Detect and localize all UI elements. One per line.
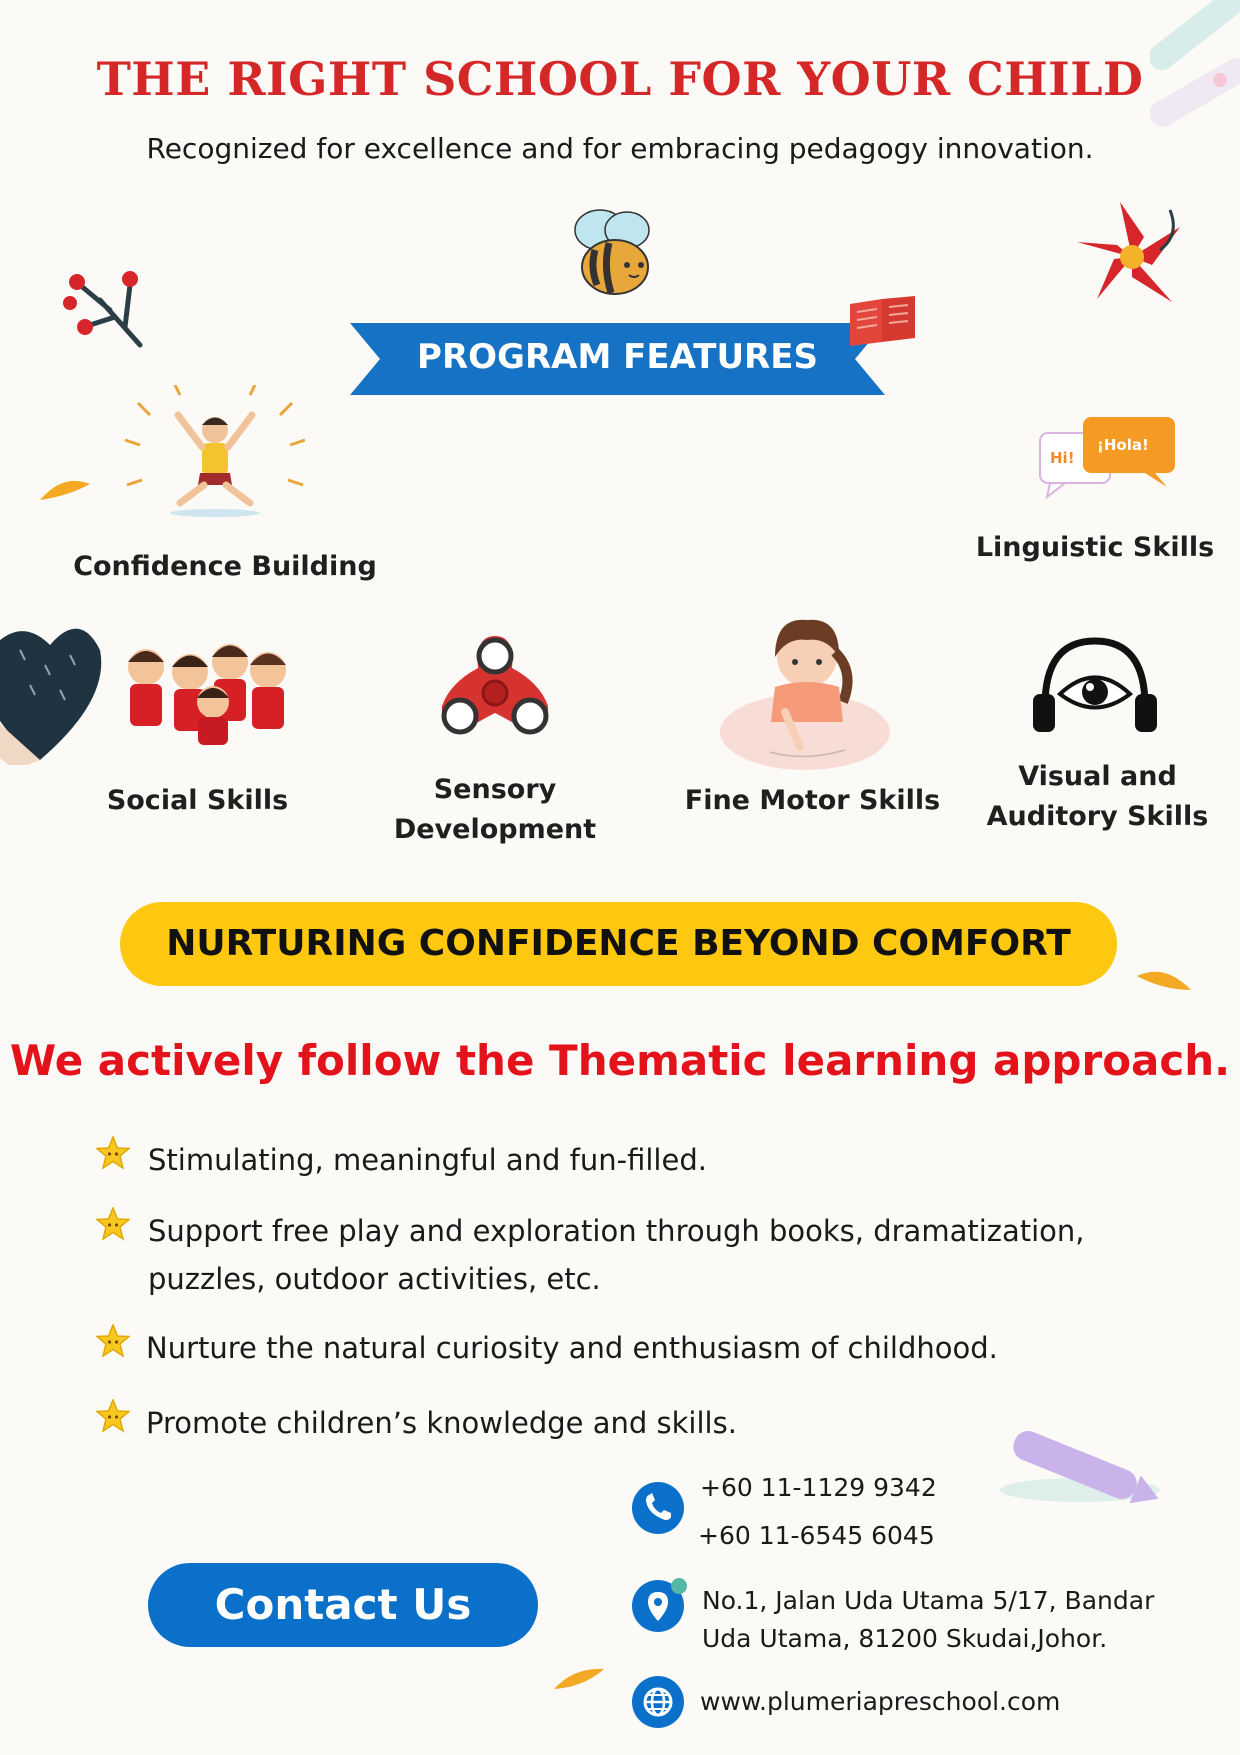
leaf-decoration	[38, 478, 93, 503]
bullet-text-line: puzzles, outdoor activities, etc.	[148, 1262, 601, 1296]
bullet-star-icon	[96, 1207, 130, 1245]
feature-label-sensory-development	[370, 770, 620, 850]
phone-number-2[interactable]: +60 11-6545 6045	[698, 1521, 935, 1550]
fidget-spinner-icon	[430, 628, 560, 748]
feature-label-sensory-line1: Sensory	[433, 774, 557, 805]
page-subtitle: Recognized for excellence and for embracing pedagogy innovation.	[146, 132, 1094, 165]
approach-heading: We actively follow the Thematic learning approach.	[9, 1036, 1231, 1085]
website-link[interactable]: www.plumeriapreschool.com	[700, 1687, 1061, 1716]
list-item	[146, 1324, 1146, 1372]
program-features-heading: PROGRAM FEATURES	[417, 337, 818, 377]
globe-icon	[632, 1676, 684, 1728]
leaf-decoration	[552, 1665, 607, 1693]
feature-label-confidence-building: Confidence Building	[73, 551, 377, 582]
address-line-2: Uda Utama, 81200 Skudai,Johor.	[702, 1624, 1108, 1653]
feature-label-linguistic-skills: Linguistic Skills	[975, 532, 1215, 563]
bullet-star-icon	[96, 1324, 130, 1362]
list-item	[148, 1136, 1148, 1184]
feature-label-visual-line1: Visual and	[1018, 761, 1177, 792]
eye-headphones-icon	[1030, 636, 1160, 736]
slogan-text: NURTURING CONFIDENCE BEYOND COMFORT	[166, 923, 1071, 964]
feature-label-social-skills: Social Skills	[106, 785, 289, 816]
bullet-star-icon	[96, 1399, 130, 1437]
bullet-star-icon	[96, 1136, 130, 1174]
bullet-text-line: Support free play and exploration through books, dramatization,	[148, 1214, 1085, 1248]
feature-label-visual-auditory	[975, 757, 1220, 837]
list-item	[148, 1207, 1178, 1303]
phone-number-1[interactable]: +60 11-1129 9342	[700, 1473, 937, 1502]
leaf-decoration	[1135, 968, 1195, 996]
phone-icon	[632, 1482, 684, 1534]
group-of-children-icon	[118, 632, 293, 747]
bullet-text-line: Promote children’s knowledge and skills.	[146, 1406, 737, 1440]
feature-label-fine-motor-skills: Fine Motor Skills	[684, 785, 941, 816]
feature-label-visual-line2: Auditory Skills	[986, 801, 1209, 832]
location-dot-decoration	[671, 1578, 687, 1594]
bee-icon	[565, 205, 665, 300]
page-title: THE RIGHT SCHOOL FOR YOUR CHILD	[96, 52, 1144, 106]
speech-bubble-left-text: Hi!	[1050, 449, 1075, 467]
heart-glove-icon	[0, 620, 105, 765]
flower-icon	[1075, 200, 1190, 315]
drawing-girl-icon	[715, 612, 890, 772]
address	[702, 1582, 1172, 1658]
chalk-decoration-bottom	[995, 1420, 1175, 1515]
speech-bubble-right-text: ¡Hola!	[1097, 436, 1149, 454]
contact-us-button[interactable]: Contact Us	[148, 1563, 538, 1647]
bullet-text-line: Nurture the natural curiosity and enthusiasm of childhood.	[146, 1331, 998, 1365]
address-line-1: No.1, Jalan Uda Utama 5/17, Bandar	[702, 1586, 1155, 1615]
feature-label-sensory-line2: Development	[393, 814, 597, 845]
jumping-child-icon	[120, 385, 310, 525]
book-icon	[845, 294, 920, 349]
speech-bubbles-icon	[1035, 415, 1180, 500]
bullet-text-line: Stimulating, meaningful and fun-filled.	[148, 1143, 707, 1177]
berry-branch-icon	[55, 255, 150, 355]
